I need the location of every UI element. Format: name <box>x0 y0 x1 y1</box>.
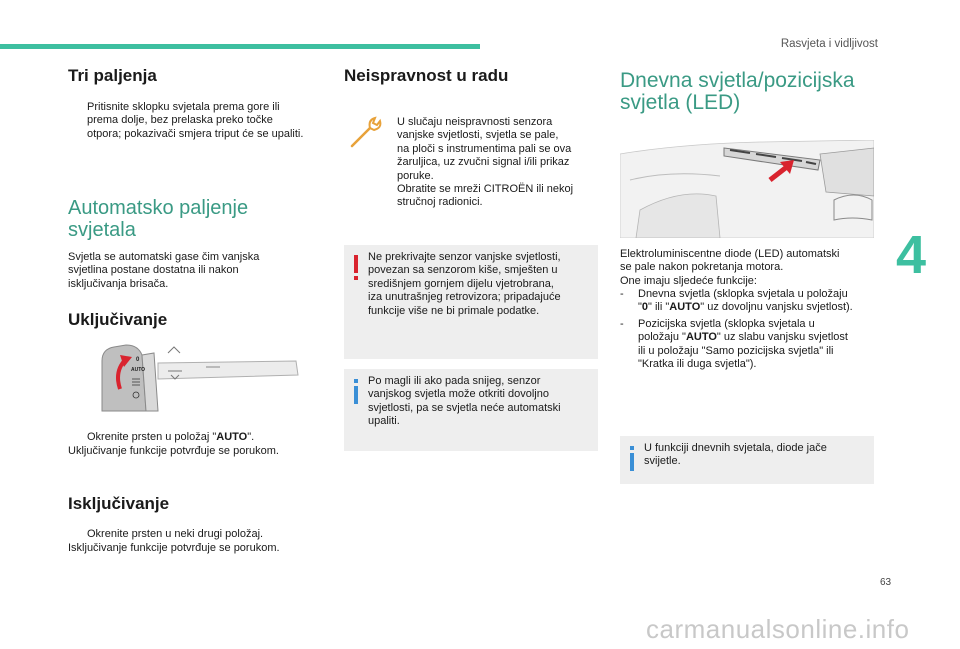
line: svjetlosti, pa se svjetla neće automatski <box>368 401 561 414</box>
line: One imaju sljedeće funkcije: <box>620 274 757 287</box>
line: U funkciji dnevnih svjetala, diode jače <box>644 442 827 454</box>
heading-led <box>620 70 855 114</box>
line: žaruljica, uz zvučni signal i/ili prikaz <box>397 156 570 169</box>
grille-shape <box>820 148 874 196</box>
line-end: " uz dovoljnu vanjsku svjetlost). <box>700 301 853 314</box>
line: vanjskog svjetla može otkriti dovoljno <box>368 388 549 401</box>
line: Elektroluminiscentne diode (LED) automatski <box>620 248 840 260</box>
page-number: 63 <box>880 577 892 588</box>
key-0: 0 <box>641 301 649 314</box>
auto-description <box>68 251 308 291</box>
line: funkcije više ne bi primale podatke. <box>368 304 540 317</box>
ukljucivanje-confirmation: Uključivanje funkcije potvrđuje se porukom. <box>68 445 279 457</box>
dash: - <box>620 288 624 300</box>
heading-line-2: svjetala <box>68 219 136 241</box>
line: središnjem gornjem dijelu vjetrobrana, <box>368 277 554 290</box>
line: povezan sa senzorom kiše, smješten u <box>368 264 558 277</box>
led-description <box>620 248 880 288</box>
line: svijetle. <box>644 455 681 468</box>
heading-line-2: svjetla (LED) <box>620 91 741 114</box>
bullet-ukljucivanje <box>68 431 318 444</box>
bullet-iskljucivanje <box>68 528 318 541</box>
line: na ploči s instrumentima pali se ova <box>397 142 572 155</box>
line: se pale nakon pokretanja motora. <box>620 261 784 274</box>
bullet-text-end: ". <box>247 431 255 443</box>
heading-line-1: Dnevna svjetla/pozicijska <box>620 69 855 92</box>
wrench-icon <box>348 114 384 150</box>
line: Po magli ili ako pada snijeg, senzor <box>368 375 541 387</box>
led-item-daytime <box>620 288 882 315</box>
line: ili u položaju "Samo pozicijska svjetla" ili <box>638 344 834 357</box>
bullet-tri-paljenja <box>68 101 308 141</box>
line-mid: " ili " <box>648 301 670 314</box>
line: svjetlina postane dostatna ili nakon <box>68 264 239 277</box>
line: "Kratka ili duga svjetla"). <box>638 358 757 371</box>
dash: - <box>620 318 624 330</box>
heading-tri-paljenja: Tri paljenja <box>68 66 157 85</box>
bullet-text: Okrenite prsten u položaj " <box>87 431 217 443</box>
quote: " <box>638 301 642 314</box>
key-auto: AUTO <box>685 331 717 344</box>
light-stalk-illustration <box>86 341 308 414</box>
led-info-box <box>620 436 874 484</box>
watermark: carmanualsonline.info <box>646 614 910 644</box>
exclamation-icon <box>351 255 361 281</box>
line: vanjske svjetlosti, svjetla se pale, <box>397 129 559 142</box>
line: poruke. <box>397 169 434 182</box>
line: Dnevna svjetla (sklopka svjetala u položaju <box>638 288 848 300</box>
auto-key: AUTO <box>216 431 248 443</box>
stalk-label-auto: AUTO <box>131 367 146 373</box>
line: Ne prekrivajte senzor vanjske svjetlosti, <box>368 251 561 263</box>
heading-iskljucivanje: Isključivanje <box>68 494 170 513</box>
bullet-text: Okrenite prsten u neki drugi položaj. <box>87 528 264 540</box>
warning-box <box>344 245 598 359</box>
iskljucivanje-confirmation: Isključivanje funkcije potvrđuje se porukom. <box>68 542 280 554</box>
line: isključivanja brisača. <box>68 277 169 290</box>
heading-line-1: Automatsko paljenje <box>68 197 249 219</box>
key-auto: AUTO <box>669 301 701 314</box>
line-post: " uz slabu vanjsku svjetlost <box>716 331 848 344</box>
line: Obratite se mreži CITROËN ili nekoj <box>397 183 574 196</box>
led-item-position <box>620 318 882 372</box>
info-box <box>344 369 598 451</box>
led-headlamp-illustration <box>620 140 874 238</box>
info-icon <box>351 379 361 405</box>
line: stručnoj radionici. <box>397 196 483 209</box>
stalk-label-0: 0 <box>136 357 140 363</box>
line: iza unutrašnjeg retrovizora; pripadajuće <box>368 291 561 304</box>
wrench-note <box>397 116 597 210</box>
led-info-text <box>644 442 866 469</box>
line: Pozicijska svjetla (sklopka svjetala u <box>638 318 815 330</box>
heading-neispravnost: Neispravnost u radu <box>344 66 509 85</box>
header-accent-bar <box>0 44 480 49</box>
line: U slučaju neispravnosti senzora <box>397 116 553 128</box>
info-icon <box>627 446 637 472</box>
warning-text <box>368 251 590 318</box>
info-text <box>368 375 590 429</box>
line: Svjetla se automatski gase čim vanjska <box>68 251 260 263</box>
bullet-text: Pritisnite sklopku svjetala prema gore ili prema dolje, bez prelaska preko točke otpora; pokazivači smjera triput će se upaliti. <box>87 101 304 140</box>
line: upaliti. <box>368 415 400 428</box>
line-pre: položaju " <box>638 331 686 344</box>
heading-automatsko-paljenje <box>68 197 248 241</box>
heading-ukljucivanje: Uključivanje <box>68 310 168 329</box>
section-title: Rasvjeta i vidljivost <box>780 38 878 50</box>
chapter-number: 4 <box>896 225 927 285</box>
stalk-ring-shape <box>102 345 146 411</box>
